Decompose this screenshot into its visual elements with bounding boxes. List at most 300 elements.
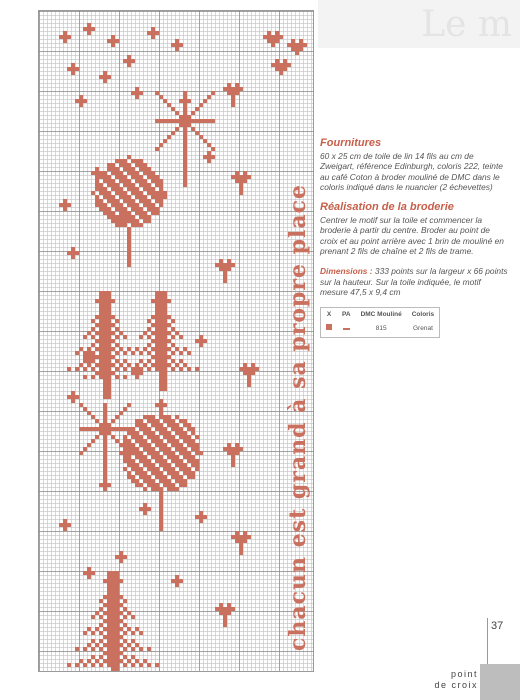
stitch [183,431,187,435]
stitch [187,435,191,439]
stitch [155,439,159,443]
stitch [99,423,103,427]
footer-tab [480,664,520,700]
stitch [175,583,179,587]
stitch [159,339,163,343]
stitch [95,355,99,359]
stitch [111,211,115,215]
stitch [155,451,159,455]
stitch [163,319,167,323]
stitch [115,351,119,355]
stitch [135,223,139,227]
stitch [151,27,155,31]
stitch [91,639,95,643]
stitch [187,423,191,427]
stitch [91,663,95,667]
stitch [227,611,231,615]
stitch [67,203,71,207]
stitch [151,179,155,183]
stitch [151,323,155,327]
stitch [127,247,131,251]
stitch [155,423,159,427]
stitch [91,171,95,175]
stitch [167,435,171,439]
stitch [103,355,107,359]
stitch [279,67,283,71]
stitch [147,219,151,223]
stitch [91,427,95,431]
stitch [115,619,119,623]
stitch [155,663,159,667]
stitch [131,183,135,187]
stitch [135,659,139,663]
stitch [183,451,187,455]
stitch [91,327,95,331]
stitch [147,475,151,479]
stitch [103,383,107,387]
stitch [231,463,235,467]
stitch [163,443,167,447]
stitch [111,199,115,203]
stitch [207,159,211,163]
stitch [119,331,123,335]
stitch [247,175,251,179]
stitch [131,451,135,455]
stitch [147,427,151,431]
stitch [127,455,131,459]
stitch [171,435,175,439]
stitch [191,471,195,475]
stitch [127,363,131,367]
stitch [67,523,71,527]
stitch [187,459,191,463]
stitch [123,407,127,411]
stitch [87,567,91,571]
stitch [139,351,143,355]
stitch [143,455,147,459]
stitch [115,167,119,171]
stitch [103,603,107,607]
stitch [67,67,71,71]
stitch [159,291,163,295]
stitch [103,611,107,615]
stitch [151,471,155,475]
stitch [179,451,183,455]
stitch [83,571,87,575]
stitch [87,351,91,355]
stitch [163,195,167,199]
stitch [115,199,119,203]
stitch [107,331,111,335]
stitch [183,103,187,107]
stitch [147,459,151,463]
stitch [143,503,147,507]
stitch [103,427,107,431]
stitch [159,195,163,199]
stitch [103,659,107,663]
stitch [127,403,131,407]
stitch [235,87,239,91]
stitch [163,387,167,391]
stitch [127,255,131,259]
stitch [223,615,227,619]
stitch [107,387,111,391]
stitch [219,259,223,263]
stitch [131,203,135,207]
stitch [91,27,95,31]
stitch [151,439,155,443]
stitch [115,647,119,651]
stitch [135,163,139,167]
stitch [207,95,211,99]
header-decor-box [318,0,520,48]
stitch [127,167,131,171]
stitch [175,39,179,43]
stitch [103,203,107,207]
stitch [127,627,131,631]
stitch [103,423,107,427]
stitch [103,387,107,391]
stitch [155,483,159,487]
stitch [143,187,147,191]
stitch [95,171,99,175]
stitch [151,435,155,439]
stitch [275,39,279,43]
stitch [79,347,83,351]
stitch [163,435,167,439]
stitch [95,347,99,351]
stitch [183,423,187,427]
stitch [159,183,163,187]
stitch [159,331,163,335]
stitch [275,59,279,63]
stitch [135,463,139,467]
stitch [119,559,123,563]
stitch [167,419,171,423]
stitch [111,619,115,623]
stitch [171,487,175,491]
stitch [127,263,131,267]
stitch [87,347,91,351]
stitch [123,555,127,559]
stitch [115,639,119,643]
stitch [115,215,119,219]
stitch [103,359,107,363]
stitch [99,311,103,315]
stitch [71,71,75,75]
stitch [107,179,111,183]
stitch [119,211,123,215]
stitch [215,607,219,611]
stitch [151,35,155,39]
stitch [103,467,107,471]
stitch [111,579,115,583]
stitch [151,467,155,471]
stitch [127,183,131,187]
stitch [91,415,95,419]
stitch [159,323,163,327]
stitch [103,295,107,299]
stitch [99,175,103,179]
stitch [163,367,167,371]
stitch-motif [39,11,313,671]
stitch [167,415,171,419]
stitch [275,35,279,39]
stitch [131,187,135,191]
stitch [115,367,119,371]
stitch [127,187,131,191]
stitch [111,575,115,579]
stitch [111,419,115,423]
stitch [195,131,199,135]
stitch [167,355,171,359]
stitch [143,203,147,207]
stitch [227,267,231,271]
stitch [183,95,187,99]
stitch [111,179,115,183]
stitch [135,371,139,375]
stitch [195,367,199,371]
stitch [99,623,103,627]
stitch [87,31,91,35]
stitch [155,363,159,367]
stitch [227,263,231,267]
stitch [139,459,143,463]
stitch [151,455,155,459]
stitch [115,343,119,347]
legend-header-x: X [326,310,332,318]
stitch [107,315,111,319]
dimensions-text: 333 points sur la largeur x 66 points sur la hauteur. Sur la toile indiquée, le motif mesure 47,5 x 9,4 cm [320,265,508,298]
stitch [143,211,147,215]
stitch [87,643,91,647]
stitch [147,207,151,211]
stitch [107,635,111,639]
stitch [139,207,143,211]
stitch [83,427,87,431]
stitch [183,363,187,367]
stitch [67,367,71,371]
stitch [239,535,243,539]
stitch [91,631,95,635]
stitch [91,367,95,371]
stitch [147,351,151,355]
stitch [131,159,135,163]
stitch [143,195,147,199]
stitch [107,371,111,375]
stitch [227,443,231,447]
stitch [163,307,167,311]
page-number: 37 [491,620,504,632]
stitch [283,59,287,63]
legend-header-coloris: Coloris [411,310,435,318]
stitch [219,611,223,615]
stitch [107,199,111,203]
stitch [247,379,251,383]
stitch [115,571,119,575]
stitch [167,135,171,139]
footer-label [428,669,478,691]
stitch [299,47,303,51]
stitch [239,367,243,371]
stitch [211,119,215,123]
stitch [147,203,151,207]
stitch [115,643,119,647]
stitch [179,367,183,371]
stitch [119,175,123,179]
stitch [171,343,175,347]
stitch [99,171,103,175]
stitch [207,151,211,155]
stitch [127,219,131,223]
stitch [291,43,295,47]
stitch [135,375,139,379]
stitch [143,511,147,515]
stitch [107,615,111,619]
stitch [99,615,103,619]
stitch [87,27,91,31]
stitch [71,395,75,399]
stitch [163,419,167,423]
stitch [111,655,115,659]
stitch [127,431,131,435]
stitch [247,383,251,387]
stitch [155,303,159,307]
stitch [147,175,151,179]
stitch [155,327,159,331]
stitch [111,627,115,631]
stitch [111,43,115,47]
stitch [235,171,239,175]
stitch [135,95,139,99]
stitch [131,431,135,435]
stitch [211,147,215,151]
stitch [147,431,151,435]
stitch [183,179,187,183]
stitch [139,631,143,635]
stitch [119,611,123,615]
stitch [175,47,179,51]
stitch [151,463,155,467]
stitch [83,367,87,371]
stitch [139,435,143,439]
stitch [143,167,147,171]
stitch [167,471,171,475]
stitch [279,71,283,75]
stitch [95,339,99,343]
stitch [107,343,111,347]
stitch [119,203,123,207]
stitch [235,175,239,179]
stitch [95,643,99,647]
stitch [135,435,139,439]
stitch [119,627,123,631]
stitch [91,615,95,619]
stitch [223,263,227,267]
stitch [107,603,111,607]
stitch [219,607,223,611]
stitch [151,299,155,303]
stitch [103,319,107,323]
stitch [235,535,239,539]
stitch [183,123,187,127]
stitch [199,135,203,139]
stitch [231,95,235,99]
stitch [115,579,119,583]
stitch [135,467,139,471]
stitch [111,187,115,191]
legend-coloris-value: Grenat [413,325,433,333]
stitch [111,435,115,439]
stitch [295,51,299,55]
stitch [79,403,83,407]
stitch [159,371,163,375]
stitch [167,315,171,319]
stitch [135,643,139,647]
stitch [147,31,151,35]
stitch [95,419,99,423]
stitch [267,35,271,39]
stitch [115,375,119,379]
stitch [71,391,75,395]
stitch [63,207,67,211]
stitch [155,183,159,187]
stitch [103,339,107,343]
stitch [187,367,191,371]
stitch [175,487,179,491]
stitch [59,203,63,207]
stitch [99,427,103,431]
stitch [119,555,123,559]
stitch [107,195,111,199]
stitch [115,319,119,323]
stitch [155,207,159,211]
stitch [103,579,107,583]
stitch [179,483,183,487]
stitch [151,415,155,419]
stitch [175,455,179,459]
stitch [183,439,187,443]
stitch [119,215,123,219]
stitch [231,263,235,267]
stitch [167,363,171,367]
stitch [111,163,115,167]
stitch [107,183,111,187]
stitch [223,619,227,623]
stitch [99,347,103,351]
stitch [115,607,119,611]
stitch [103,187,107,191]
stitch [107,75,111,79]
stitch [103,363,107,367]
stitch [155,147,159,151]
stitch [119,635,123,639]
stitch [111,599,115,603]
stitch [75,99,79,103]
stitch [123,631,127,635]
stitch [155,487,159,491]
stitch [271,39,275,43]
stitch [147,435,151,439]
stitch [115,611,119,615]
stitch [107,651,111,655]
stitch [159,487,163,491]
stitch [135,207,139,211]
stitch [187,99,191,103]
stitch [255,367,259,371]
stitch [175,111,179,115]
stitch [131,215,135,219]
